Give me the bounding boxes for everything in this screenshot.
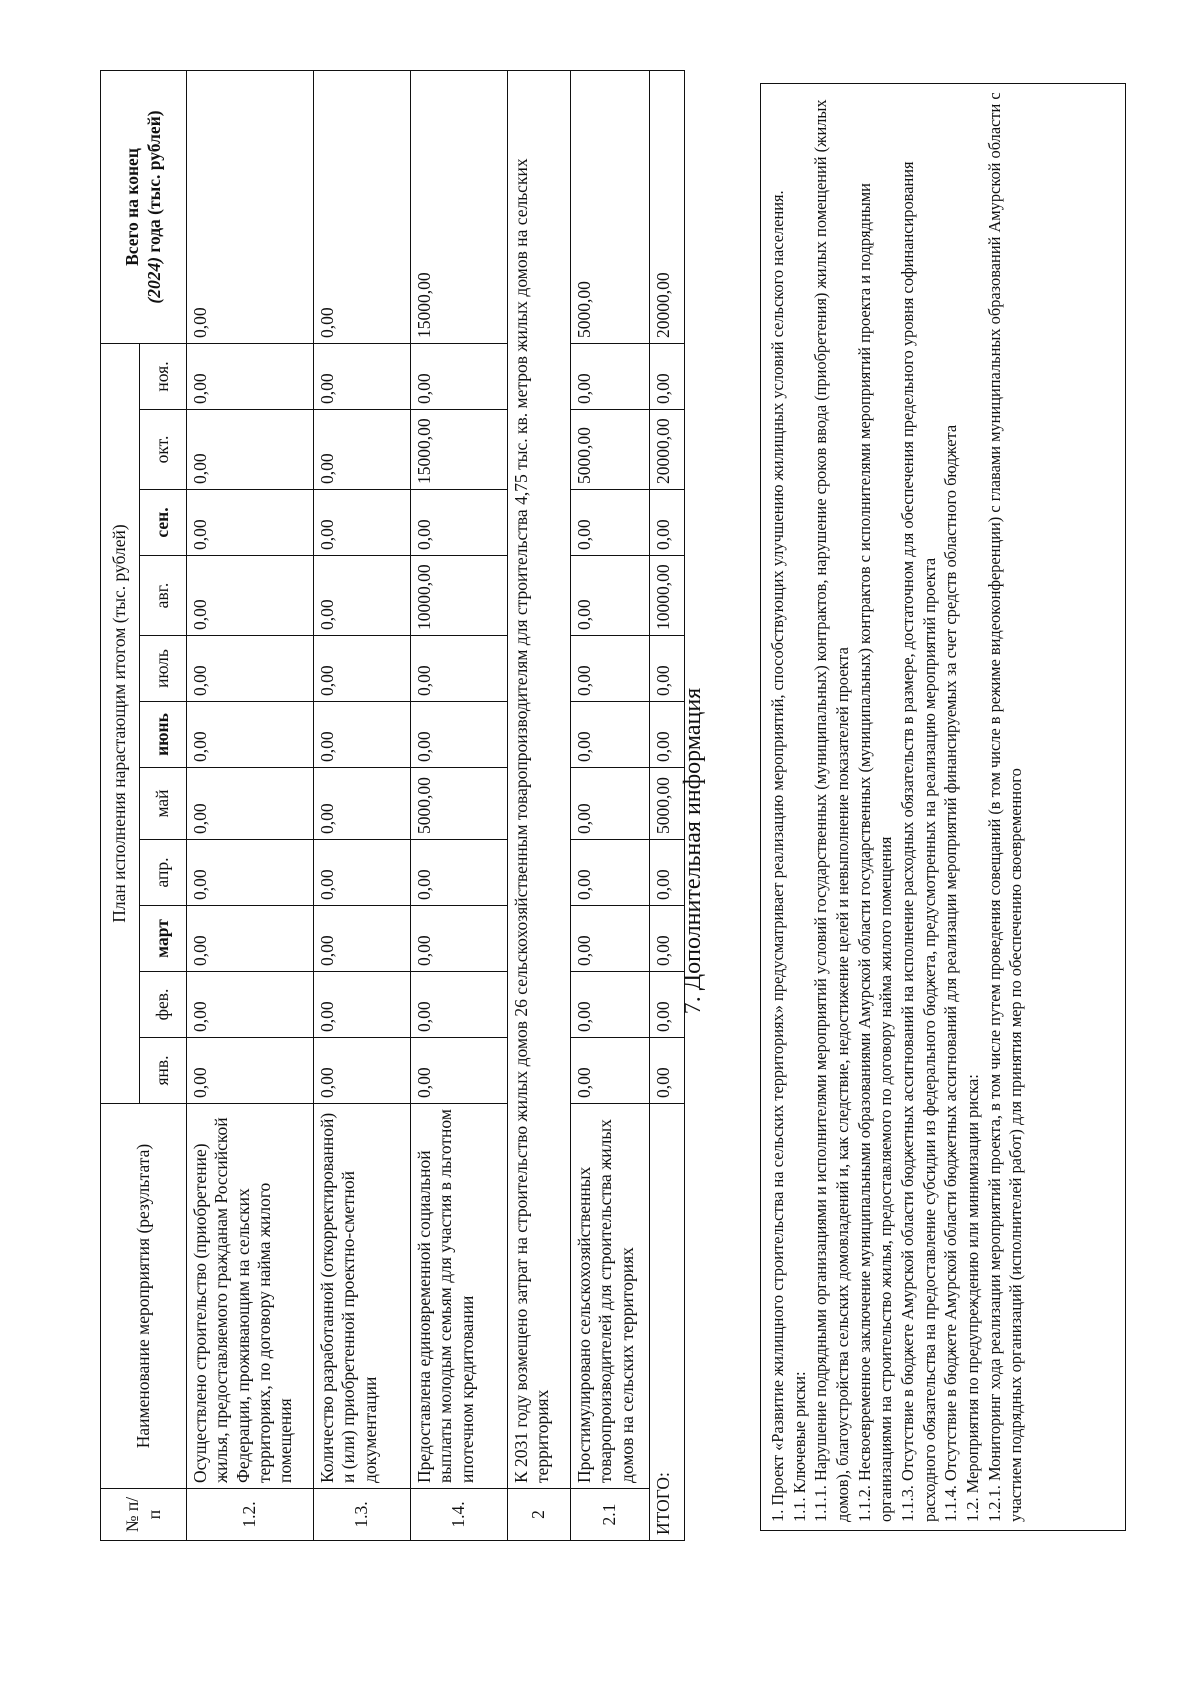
total-value: 0,00 — [650, 490, 685, 556]
total-value: 0,00 — [650, 702, 685, 768]
table-row — [314, 70, 411, 1540]
header-month: ноя. — [140, 343, 187, 409]
info-paragraph: 1.1.3. Отсутствие в бюджете Амурской области бюджетных ассигнований на исполнение расходных обязательств в размере, достаточном для обеспечения предельного уровня софинансирования расходного обязательства на предоставление субсидии из федерального бюджета, предусмотренных на реализацию мероприятий проекта — [897, 161, 939, 1522]
row-value: 0,00 — [571, 490, 650, 556]
header-month: май — [140, 768, 187, 840]
row-value: 0,00 — [411, 1038, 508, 1104]
total-value: 20000,00 — [650, 410, 685, 490]
row-value: 0,00 — [411, 702, 508, 768]
row-value: 10000,00 — [411, 556, 508, 636]
total-value: 0,00 — [650, 1038, 685, 1104]
total-value: 5000,00 — [650, 768, 685, 840]
total-value: 0,00 — [650, 636, 685, 702]
table-row — [571, 70, 650, 1540]
info-paragraph: 1. Проект «Развитие жилищного строительства на сельских территориях» предусматривает реализацию мероприятий, способствующих улучшению жилищных условий сельского населения. — [768, 190, 787, 1522]
row-value: 0,00 — [314, 410, 411, 490]
row-value: 0,00 — [187, 768, 314, 840]
row-value: 0,00 — [314, 343, 411, 409]
row-number: 1.3. — [314, 1489, 411, 1541]
row-value: 0,00 — [187, 410, 314, 490]
row-value: 0,00 — [571, 768, 650, 840]
row-value: 15000,00 — [411, 410, 508, 490]
row-value: 0,00 — [187, 906, 314, 972]
row-value: 0,00 — [314, 556, 411, 636]
header-name: Наименование мероприятия (результата) — [101, 1104, 187, 1489]
row-total: 0,00 — [187, 70, 314, 343]
row-value: 0,00 — [314, 1038, 411, 1104]
total-value: 0,00 — [650, 840, 685, 906]
header-month: июнь — [140, 702, 187, 768]
row-number: 1.4. — [411, 1489, 508, 1541]
table-row — [411, 70, 508, 1540]
header-total: Всего на конец (2024) года (тыс. рублей) — [101, 70, 187, 343]
row-number: 2 — [508, 1489, 571, 1541]
header-plan: План исполнения нарастающим итогом (тыс. рублей) — [101, 343, 140, 1103]
row-total: 0,00 — [314, 70, 411, 343]
plan-table — [100, 70, 685, 1541]
row-name: Предоставлена единовременной социальной выплаты молодым семьям для участия в льготном ипотечном кредитовании — [411, 1104, 508, 1489]
rotated-page — [60, 61, 1140, 1641]
row-value: 0,00 — [571, 1038, 650, 1104]
row-value: 0,00 — [314, 636, 411, 702]
row-value: 0,00 — [411, 972, 508, 1038]
row-total: 15000,00 — [411, 70, 508, 343]
row-value: 0,00 — [411, 490, 508, 556]
total-value: 10000,00 — [650, 556, 685, 636]
row-value: 5000,00 — [411, 768, 508, 840]
info-paragraph: 1.2.1. Мониторинг хода реализации мероприятий проекта, в том числе путем проведения совещаний (в том числе в режиме видеоконференции) с главами муниципальных образований Амурской области с участием подрядных организаций (исполнителей работ) для принятия мер по обеспечению своевременного — [984, 92, 1026, 1522]
row-value: 0,00 — [571, 556, 650, 636]
row-value: 0,00 — [571, 702, 650, 768]
row-value: 0,00 — [187, 840, 314, 906]
total-value: 0,00 — [650, 343, 685, 409]
row-value: 0,00 — [411, 343, 508, 409]
row-name: Простимулировано сельскохозяйственных товаропроизводителей для строительства жилых домов на сельских территориях — [571, 1104, 650, 1489]
row-value: 0,00 — [571, 343, 650, 409]
row-value: 0,00 — [411, 906, 508, 972]
row-value: 0,00 — [571, 972, 650, 1038]
row-value: 0,00 — [571, 840, 650, 906]
row-value: 0,00 — [187, 343, 314, 409]
info-paragraph: 1.2. Мероприятия по предупреждению или минимизации риска: — [962, 1074, 982, 1522]
row-value: 0,00 — [187, 972, 314, 1038]
row-name: Осуществлено строительство (приобретение) жилья, предоставляемого гражданам Российской Федерации, проживающим на сельских территориях, по договору найма жилого помещения — [187, 1104, 314, 1489]
additional-info-box — [760, 83, 1126, 1531]
row-value: 0,00 — [411, 636, 508, 702]
row-value: 0,00 — [187, 702, 314, 768]
row-value: 0,00 — [314, 702, 411, 768]
total-value: 0,00 — [650, 906, 685, 972]
section-title: 7. Дополнительная информация — [680, 687, 706, 1015]
row-value: 0,00 — [314, 490, 411, 556]
row-value: 0,00 — [571, 906, 650, 972]
total-value: 0,00 — [650, 972, 685, 1038]
header-num: № п/п — [101, 1489, 187, 1541]
header-month: сен. — [140, 490, 187, 556]
row-name: Количество разработанной (откорректированной) и (или) приобретенной проектно-сметной документации — [314, 1104, 411, 1489]
row-value: 0,00 — [187, 490, 314, 556]
header-month: авг. — [140, 556, 187, 636]
row-value: 0,00 — [314, 840, 411, 906]
row-value: 0,00 — [411, 840, 508, 906]
header-month: фев. — [140, 972, 187, 1038]
row-name: К 2031 году возмещено затрат на строительство жилых домов 26 сельскохозяйственным товаропроизводителям для строительства 4,75 тыс. кв. метров жилых домов на сельских территориях — [508, 70, 571, 1488]
row-value: 0,00 — [314, 906, 411, 972]
row-number: 2.1 — [571, 1489, 650, 1541]
info-paragraph: 1.1.2. Несвоевременное заключение муниципальными образованиями Амурской области государственных (муниципальных) контрактов с исполнителями мероприятий проекта и подрядными организациями на строительство жилья, предоставляемого по договору найма жилого помещения — [854, 183, 896, 1522]
row-value: 0,00 — [187, 1038, 314, 1104]
total-label: ИТОГО: — [650, 1104, 685, 1541]
row-total: 5000,00 — [571, 70, 650, 343]
row-value: 0,00 — [187, 636, 314, 702]
header-month: июль — [140, 636, 187, 702]
row-value: 0,00 — [187, 556, 314, 636]
header-month: апр. — [140, 840, 187, 906]
info-paragraph: 1.1.4. Отсутствие в бюджете Амурской области бюджетных ассигнований для реализации мероприятий финансируемых за счет средств областного бюджета — [941, 424, 961, 1522]
header-month: янв. — [140, 1038, 187, 1104]
header-month: март — [140, 906, 187, 972]
row-value: 0,00 — [571, 636, 650, 702]
row-value: 0,00 — [314, 972, 411, 1038]
table-row — [508, 70, 571, 1540]
row-value: 5000,00 — [571, 410, 650, 490]
header-month: окт. — [140, 410, 187, 490]
info-paragraph: 1.1.1. Нарушение подрядными организациями и исполнителями мероприятий условий государственных (муниципальных) контрактов, нарушение сроков ввода (приобретения) жилых помещений (жилых домов), благоустройства сельских домовладений и, как следствие, недостижение целей и невыполнение показателей проекта — [811, 99, 852, 1522]
info-paragraph: 1.1. Ключевые риски: — [789, 1371, 809, 1522]
total-sum: 20000,00 — [650, 70, 685, 343]
row-value: 0,00 — [314, 768, 411, 840]
table-row — [187, 70, 314, 1540]
row-number: 1.2. — [187, 1489, 314, 1541]
